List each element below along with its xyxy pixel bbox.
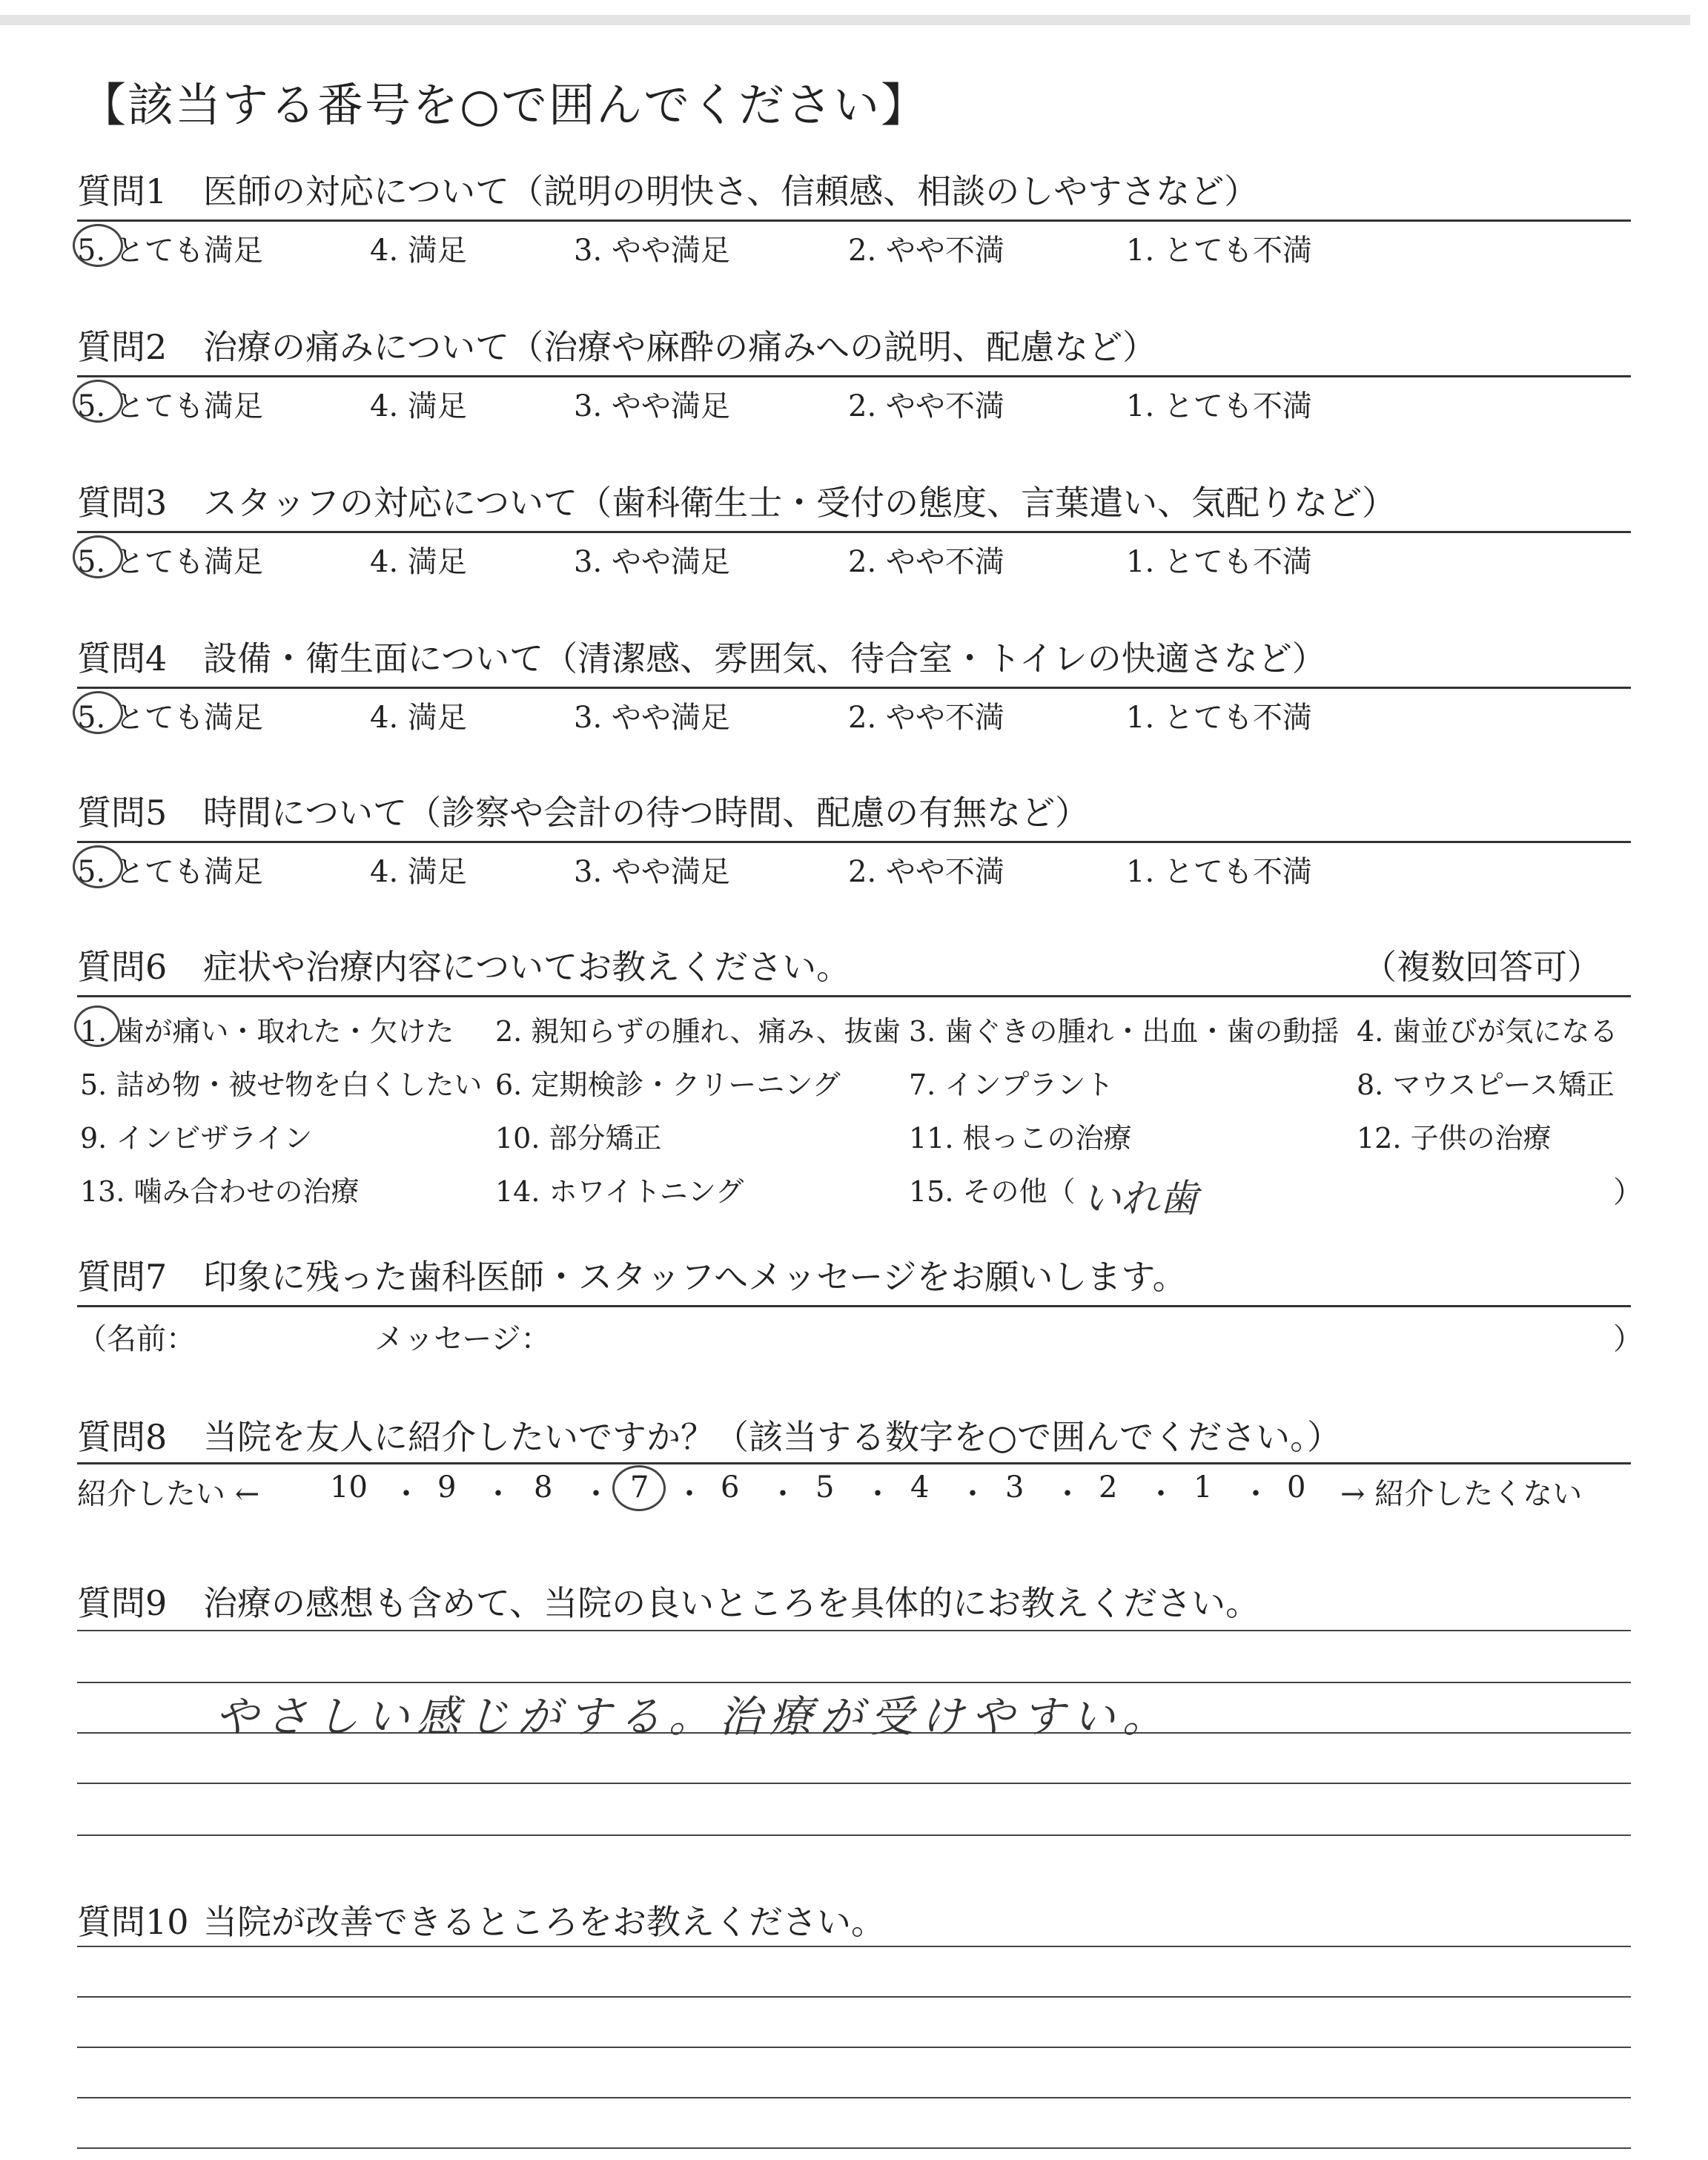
question-1: [77, 165, 1258, 214]
q8-value-8[interactable]: 8: [534, 1470, 553, 1505]
q1-option-2[interactable]: 2. やや不満: [848, 234, 1004, 268]
q6-item-2[interactable]: 2. 親知らずの腫れ、痛み、抜歯: [495, 1015, 901, 1048]
page-title: 【該当する番号を○で囲んでください】: [80, 78, 929, 132]
q8-value-0[interactable]: 0: [1287, 1470, 1306, 1505]
question-9: [77, 1576, 1260, 1625]
q8-dot: ・: [675, 1477, 704, 1511]
q5-option-2[interactable]: 2. やや不満: [848, 855, 1004, 889]
question-10-label: 質問10: [77, 1902, 189, 1942]
q9-answer-line: [77, 1630, 1631, 1631]
q5-option-5[interactable]: 5. とても満足: [77, 855, 263, 889]
question-5-label: 質問5: [77, 793, 168, 833]
q6-item-7[interactable]: 7. インプラント: [909, 1069, 1114, 1101]
q2-option-5[interactable]: 5. とても満足: [77, 389, 263, 423]
question-2-label: 質問2: [77, 327, 168, 367]
q6-other-close-paren: ）: [1613, 1175, 1643, 1209]
question-5-options: [77, 848, 1634, 893]
question-1-text: 医師の対応について（説明の明快さ、信頼感、相談のしやすさなど）: [203, 171, 1259, 211]
q9-answer-line: [77, 1834, 1631, 1836]
q3-option-2[interactable]: 2. やや不満: [848, 545, 1004, 579]
q2-option-2[interactable]: 2. やや不満: [848, 389, 1004, 423]
question-3-rule: [77, 531, 1631, 533]
q8-value-3[interactable]: 3: [1005, 1470, 1025, 1505]
q3-option-1[interactable]: 1. とても不満: [1126, 545, 1312, 579]
q3-option-5[interactable]: 5. とても満足: [77, 545, 263, 579]
q8-value-5[interactable]: 5: [815, 1470, 835, 1505]
question-6-note: （複数回答可）: [1363, 947, 1601, 987]
q6-item-1[interactable]: 1. 歯が痛い・取れた・欠けた: [80, 1015, 454, 1048]
q2-option-1[interactable]: 1. とても不満: [1126, 389, 1312, 423]
question-2-rule: [77, 375, 1631, 377]
q10-answer-line: [77, 1996, 1631, 1998]
q6-other-handwritten[interactable]: いれ歯: [1082, 1177, 1199, 1221]
question-6-rule: [77, 995, 1631, 997]
q8-dot: ・: [863, 1477, 893, 1511]
question-3-label: 質問3: [77, 483, 168, 523]
q8-dot: ・: [1241, 1477, 1271, 1511]
question-1-options: [77, 227, 1634, 271]
question-9-text: 治療の感想も含めて、当院の良いところを具体的にお教えください。: [203, 1583, 1260, 1623]
question-5-text: 時間について（診察や会計の待つ時間、配慮の有無など）: [203, 793, 1090, 833]
q8-dot: ・: [958, 1477, 987, 1511]
question-7-label: 質問7: [77, 1257, 168, 1297]
question-3-text: スタッフの対応について（歯科衛生士・受付の態度、言葉遣い、気配りなど）: [203, 483, 1397, 523]
q9-answer-line: [77, 1783, 1631, 1784]
q1-option-5[interactable]: 5. とても満足: [77, 234, 263, 268]
question-8-text: 当院を友人に紹介したいですか？（該当する数字を○で囲んでください。）: [203, 1417, 1342, 1457]
q8-value-4[interactable]: 4: [910, 1470, 930, 1505]
q4-option-3[interactable]: 3. やや満足: [574, 701, 730, 735]
q6-item-1-selection-circle: [74, 1005, 120, 1047]
q9-handwritten-answer[interactable]: やさしい感じがする。治療が受けやすい。: [215, 1691, 1174, 1742]
question-3: [77, 476, 1396, 525]
q7-message-label: メッセージ：: [374, 1322, 551, 1356]
q6-item-5[interactable]: 5. 詰め物・被せ物を白くしたい: [80, 1069, 483, 1101]
question-10-text: 当院が改善できるところをお教えください。: [203, 1902, 885, 1942]
q1-option-4[interactable]: 4. 満足: [370, 234, 467, 268]
question-2: [77, 320, 1156, 369]
q6-item-6[interactable]: 6. 定期検診・クリーニング: [495, 1069, 841, 1101]
q8-dot: ・: [483, 1477, 513, 1511]
question-8: [77, 1410, 1341, 1459]
q6-item-3[interactable]: 3. 歯ぐきの腫れ・出血・歯の動揺: [909, 1015, 1340, 1048]
question-6: [77, 940, 850, 989]
q5-option-4[interactable]: 4. 満足: [370, 855, 467, 889]
question-1-rule: [77, 219, 1631, 222]
question-5: [77, 786, 1089, 835]
question-4-options: [77, 694, 1634, 739]
q8-right-label: → 紹介したくない: [1340, 1477, 1583, 1511]
q6-item-12[interactable]: 12. 子供の治療: [1357, 1122, 1552, 1155]
q8-dot: ・: [1053, 1477, 1082, 1511]
q6-item-9[interactable]: 9. インビザライン: [80, 1122, 313, 1155]
q8-dot: ・: [1146, 1477, 1176, 1511]
question-8-label: 質問8: [77, 1417, 168, 1457]
question-6-label: 質問6: [77, 947, 168, 987]
q8-value-7[interactable]: 7: [630, 1470, 649, 1505]
question-8-rule: [77, 1462, 1631, 1464]
question-7-text: 印象に残った歯科医師・スタッフへメッセージをお願いします。: [203, 1257, 1187, 1297]
q10-answer-line: [77, 1946, 1631, 1947]
q6-item-14[interactable]: 14. ホワイトニング: [495, 1175, 744, 1208]
question-4-label: 質問4: [77, 638, 168, 678]
question-5-rule: [77, 841, 1631, 843]
q4-option-4[interactable]: 4. 満足: [370, 701, 467, 735]
q4-selection-circle: [73, 691, 123, 734]
q1-option-1[interactable]: 1. とても不満: [1126, 234, 1312, 268]
q8-dot: ・: [768, 1477, 798, 1511]
q8-value-10[interactable]: 10: [330, 1470, 368, 1505]
q2-selection-circle: [73, 380, 123, 423]
q8-value-2[interactable]: 2: [1099, 1470, 1118, 1505]
question-4-text: 設備・衛生面について（清潔感、雰囲気、待合室・トイレの快適さなど）: [203, 638, 1326, 678]
q3-option-3[interactable]: 3. やや満足: [574, 545, 730, 579]
q8-value-6[interactable]: 6: [721, 1470, 740, 1505]
q8-scale: [77, 1470, 282, 1513]
q5-option-1[interactable]: 1. とても不満: [1126, 855, 1312, 889]
q6-item-10[interactable]: 10. 部分矯正: [495, 1122, 662, 1155]
q4-option-2[interactable]: 2. やや不満: [848, 701, 1004, 735]
q10-answer-line: [77, 2047, 1631, 2048]
q3-selection-circle: [73, 535, 123, 578]
q5-selection-circle: [73, 845, 123, 888]
q1-selection-circle: [73, 224, 123, 267]
q6-item-4[interactable]: 4. 歯並びが気になる: [1357, 1015, 1618, 1048]
question-6-text: 症状や治療内容についてお教えください。: [203, 947, 851, 987]
question-2-options: [77, 383, 1634, 427]
q8-dot: ・: [581, 1477, 611, 1511]
q5-option-3[interactable]: 3. やや満足: [574, 855, 730, 889]
question-7-rule: [77, 1305, 1631, 1307]
q8-value-9[interactable]: 9: [437, 1470, 457, 1505]
q4-option-5[interactable]: 5. とても満足: [77, 701, 263, 735]
question-4: [77, 632, 1326, 681]
q4-option-1[interactable]: 1. とても不満: [1126, 701, 1312, 735]
q2-option-3[interactable]: 3. やや満足: [574, 389, 730, 423]
q2-option-4[interactable]: 4. 満足: [370, 389, 467, 423]
q8-selection-circle: [612, 1465, 666, 1511]
q6-item-8[interactable]: 8. マウスピース矯正: [1357, 1069, 1615, 1101]
q7-name-label: （名前：: [77, 1322, 196, 1356]
q8-dot: ・: [391, 1477, 421, 1511]
q1-option-3[interactable]: 3. やや満足: [574, 234, 730, 268]
q8-left-label: 紹介したい ←: [77, 1477, 260, 1511]
question-4-rule: [77, 687, 1631, 689]
q6-item-13[interactable]: 13. 噛み合わせの治療: [80, 1175, 360, 1208]
q10-answer-line: [77, 2097, 1631, 2098]
q6-item-15[interactable]: 15. その他（: [909, 1175, 1076, 1208]
q3-option-4[interactable]: 4. 満足: [370, 545, 467, 579]
question-3-options: [77, 538, 1634, 583]
q10-answer-line: [77, 2147, 1631, 2149]
question-1-label: 質問1: [77, 171, 168, 211]
q7-close-paren: ）: [1613, 1322, 1643, 1356]
question-7: [77, 1250, 1187, 1299]
q6-item-11[interactable]: 11. 根っこの治療: [909, 1122, 1132, 1155]
question-2-text: 治療の痛みについて（治療や麻酔の痛みへの説明、配慮など）: [203, 327, 1157, 367]
question-9-label: 質問9: [77, 1583, 168, 1623]
scan-top-band: [0, 15, 1690, 25]
q8-value-1[interactable]: 1: [1194, 1470, 1213, 1505]
question-10: [77, 1895, 885, 1944]
